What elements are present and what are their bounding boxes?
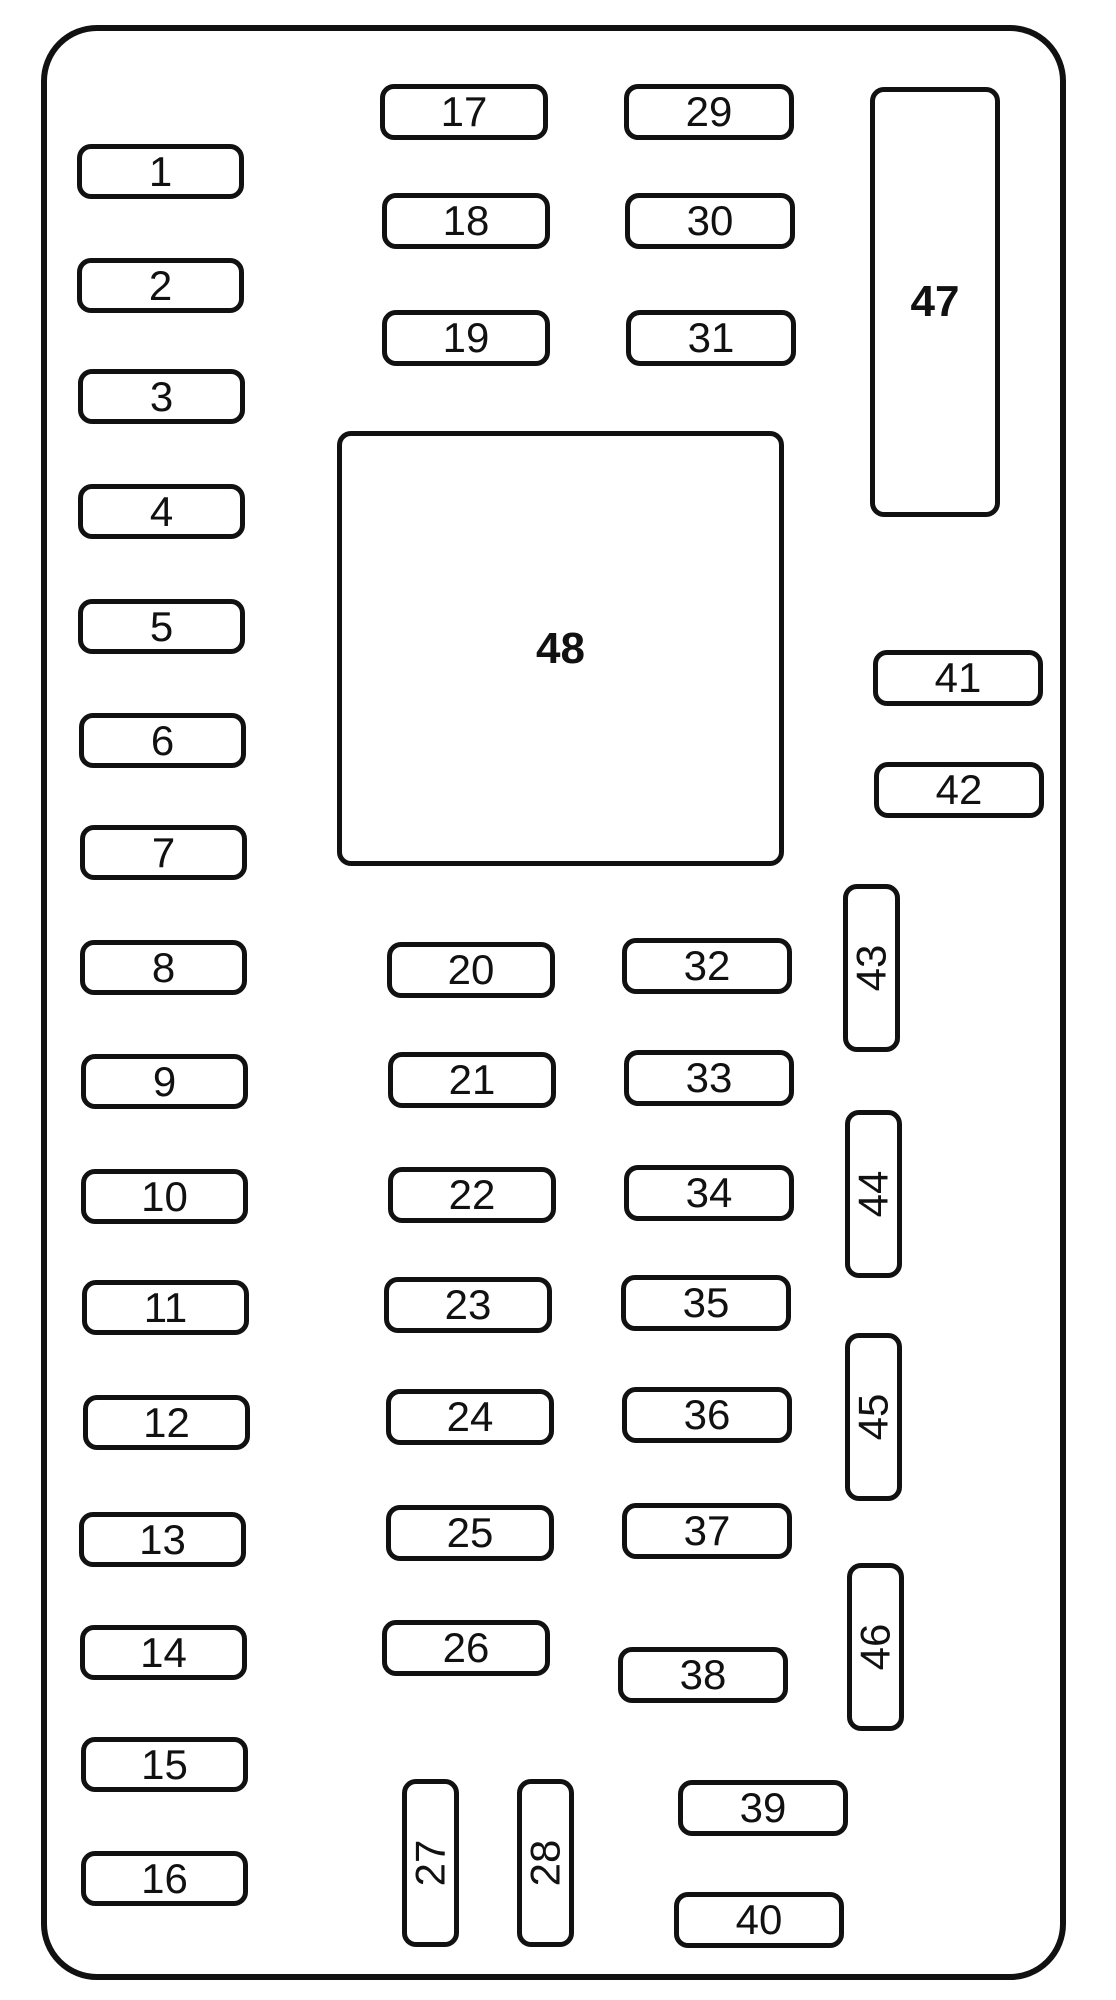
fuse-label-11: 11: [143, 1283, 188, 1331]
fuse-label-47: 47: [910, 277, 960, 326]
fuse-slot-16: [81, 1851, 248, 1906]
fuse-slot-21: [388, 1052, 556, 1108]
fuse-label-40: 40: [735, 1896, 783, 1943]
fuse-slot-45: [845, 1333, 902, 1501]
fuse-slot-20: [387, 942, 555, 998]
fuse-slot-14: [80, 1625, 247, 1680]
fuse-slot-24: [386, 1389, 554, 1445]
fuse-label-13: 13: [139, 1515, 186, 1563]
fuse-slot-38: [618, 1647, 788, 1703]
fuse-slot-26: [382, 1620, 550, 1676]
fuse-label-26: 26: [442, 1624, 490, 1671]
fuse-label-20: 20: [447, 946, 495, 993]
fuse-slot-39: [678, 1780, 848, 1836]
fuse-slot-8: [80, 940, 247, 995]
fuse-slot-43: [843, 884, 900, 1052]
fuse-label-3: 3: [149, 372, 174, 420]
fuse-label-15: 15: [141, 1740, 188, 1788]
fuse-label-41: 41: [934, 654, 982, 701]
fuse-label-12: 12: [143, 1398, 190, 1446]
fuse-slot-13: [79, 1512, 246, 1567]
fuse-label-1: 1: [148, 147, 173, 195]
fuse-label-44: 44: [849, 1170, 897, 1218]
fuse-label-31: 31: [687, 314, 735, 361]
fuse-label-25: 25: [446, 1509, 494, 1556]
fuse-slot-6: [79, 713, 246, 768]
fuse-label-17: 17: [440, 88, 488, 135]
fuse-label-19: 19: [442, 314, 490, 361]
fuse-slot-15: [81, 1737, 248, 1792]
fuse-label-10: 10: [141, 1172, 188, 1220]
fuse-label-9: 9: [152, 1057, 177, 1105]
fuse-slot-36: [622, 1387, 792, 1443]
fuse-slot-34: [624, 1165, 794, 1221]
fuse-slot-1: [77, 144, 244, 199]
fuse-slot-9: [81, 1054, 248, 1109]
fuse-slot-29: [624, 84, 794, 140]
fuse-label-29: 29: [685, 88, 733, 135]
fuse-label-22: 22: [448, 1171, 496, 1218]
fuse-label-7: 7: [151, 828, 176, 876]
fuse-label-36: 36: [683, 1391, 731, 1438]
fuse-slot-35: [621, 1275, 791, 1331]
fuse-label-30: 30: [686, 197, 734, 244]
fuse-label-18: 18: [442, 197, 490, 244]
fuse-label-46: 46: [851, 1623, 899, 1671]
fuse-slot-3: [78, 369, 245, 424]
fuse-label-34: 34: [685, 1169, 733, 1216]
fuse-slot-31: [626, 310, 796, 366]
fuse-slot-42: [874, 762, 1044, 818]
fuse-label-45: 45: [849, 1393, 897, 1441]
fuse-slot-40: [674, 1892, 844, 1948]
fuse-label-16: 16: [141, 1854, 188, 1902]
fuse-slot-10: [81, 1169, 248, 1224]
fuse-label-24: 24: [446, 1393, 494, 1440]
fuse-label-38: 38: [679, 1651, 727, 1698]
fuse-label-33: 33: [685, 1054, 733, 1101]
fuse-slot-18: [382, 193, 550, 249]
fuse-slot-47: [870, 87, 1000, 517]
fuse-slot-30: [625, 193, 795, 249]
fuse-slot-19: [382, 310, 550, 366]
fuse-slot-41: [873, 650, 1043, 706]
fuse-label-35: 35: [682, 1279, 730, 1326]
fuse-label-21: 21: [448, 1056, 496, 1103]
fuse-slot-48: [337, 431, 784, 866]
fuse-slot-44: [845, 1110, 902, 1278]
fuse-slot-22: [388, 1167, 556, 1223]
fuse-slot-33: [624, 1050, 794, 1106]
fuse-label-23: 23: [444, 1281, 492, 1328]
fuse-label-8: 8: [151, 943, 176, 991]
fuse-label-43: 43: [847, 944, 895, 992]
fuse-slot-37: [622, 1503, 792, 1559]
fuse-slot-4: [78, 484, 245, 539]
fuse-slot-17: [380, 84, 548, 140]
fuse-label-42: 42: [935, 766, 983, 813]
fuse-slot-25: [386, 1505, 554, 1561]
fuse-label-48: 48: [536, 623, 585, 673]
fuse-label-32: 32: [683, 942, 731, 989]
fuse-label-6: 6: [150, 716, 175, 764]
fuse-label-14: 14: [140, 1628, 187, 1676]
fuse-label-39: 39: [739, 1784, 787, 1831]
fuse-label-2: 2: [148, 261, 173, 309]
fuse-slot-27: [402, 1779, 459, 1947]
fuse-label-5: 5: [149, 602, 174, 650]
fuse-slot-46: [847, 1563, 904, 1731]
fuse-slot-2: [77, 258, 244, 313]
fuse-slot-5: [78, 599, 245, 654]
fuse-slot-7: [80, 825, 247, 880]
fuse-label-27: 27: [406, 1839, 454, 1887]
fuse-label-4: 4: [149, 487, 174, 535]
fuse-label-28: 28: [521, 1839, 569, 1887]
fuse-slot-12: [83, 1395, 250, 1450]
fuse-slot-28: [517, 1779, 574, 1947]
fuse-slot-23: [384, 1277, 552, 1333]
fuse-slot-11: [82, 1280, 249, 1335]
fuse-slot-32: [622, 938, 792, 994]
fuse-label-37: 37: [683, 1507, 731, 1554]
